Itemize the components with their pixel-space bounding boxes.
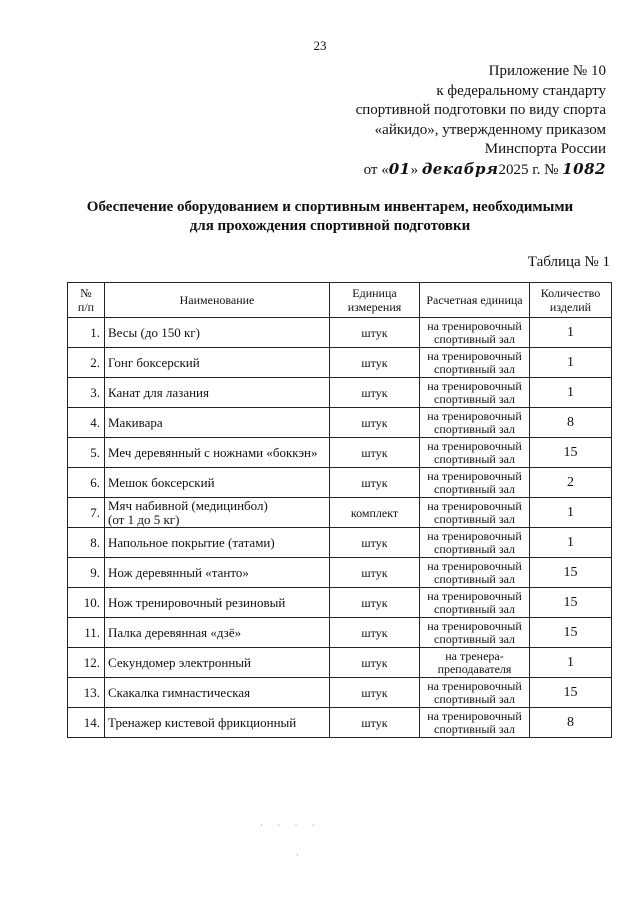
- item-quantity: 1: [530, 318, 612, 348]
- item-unit: штук: [330, 558, 420, 588]
- table-row: [68, 438, 612, 468]
- item-name: Мяч набивной (медицинбол) (от 1 до 5 кг): [105, 498, 330, 528]
- item-calc-unit: на тренировочный спортивный зал: [420, 558, 530, 588]
- item-quantity: 15: [530, 438, 612, 468]
- item-unit: штук: [330, 318, 420, 348]
- table-row: [68, 468, 612, 498]
- item-unit: штук: [330, 678, 420, 708]
- item-calc-unit: на тренировочный спортивный зал: [420, 708, 530, 738]
- table-row: [68, 708, 612, 738]
- row-number: 2.: [68, 348, 105, 378]
- row-number: 12.: [68, 648, 105, 678]
- table-row: [68, 348, 612, 378]
- item-quantity: 2: [530, 468, 612, 498]
- order-number-handwritten: 1082: [562, 159, 606, 178]
- item-quantity: 1: [530, 648, 612, 678]
- item-name: Нож деревянный «танто»: [105, 558, 330, 588]
- item-calc-unit: на тренировочный спортивный зал: [420, 378, 530, 408]
- item-quantity: 15: [530, 618, 612, 648]
- title-line: для прохождения спортивной подготовки: [189, 218, 471, 234]
- order-month-handwritten: декабря: [421, 159, 499, 178]
- item-unit: штук: [330, 348, 420, 378]
- item-name: Напольное покрытие (татами): [105, 528, 330, 558]
- row-number: 8.: [68, 528, 105, 558]
- order-mid: »: [410, 161, 422, 178]
- item-unit: штук: [330, 408, 420, 438]
- item-name: Секундомер электронный: [105, 648, 330, 678]
- annex-line: спортивной подготовки по виду спорта: [355, 102, 606, 118]
- item-unit: штук: [330, 588, 420, 618]
- item-unit: штук: [330, 528, 420, 558]
- item-calc-unit: на тренировочный спортивный зал: [420, 408, 530, 438]
- row-number: 10.: [68, 588, 105, 618]
- order-prefix: от «: [363, 161, 389, 178]
- item-calc-unit: на тренировочный спортивный зал: [420, 438, 530, 468]
- table-row: [68, 588, 612, 618]
- header-name: Наименование: [105, 283, 330, 318]
- item-quantity: 15: [530, 558, 612, 588]
- item-calc-unit: на тренировочный спортивный зал: [420, 588, 530, 618]
- table-row: [68, 648, 612, 678]
- row-number: 3.: [68, 378, 105, 408]
- item-unit: штук: [330, 378, 420, 408]
- table-row: [68, 558, 612, 588]
- title-line: Обеспечение оборудованием и спортивным инвентарем, необходимыми: [86, 199, 574, 215]
- table-row: [68, 498, 612, 528]
- item-name: Весы (до 150 кг): [105, 318, 330, 348]
- item-quantity: 8: [530, 708, 612, 738]
- item-quantity: 1: [530, 378, 612, 408]
- item-name: Канат для лазания: [105, 378, 330, 408]
- order-date-line: [306, 160, 606, 181]
- item-name: Гонг боксерский: [105, 348, 330, 378]
- table-row: [68, 528, 612, 558]
- order-year: 2025 г. №: [498, 161, 563, 178]
- item-calc-unit: на тренировочный спортивный зал: [420, 678, 530, 708]
- page-number: 23: [313, 38, 327, 53]
- item-name: Нож тренировочный резиновый: [105, 588, 330, 618]
- scan-specks: · · · ·: [260, 820, 321, 830]
- order-day-handwritten: 01: [388, 159, 411, 178]
- table-header-row: [68, 283, 612, 318]
- row-number: 9.: [68, 558, 105, 588]
- row-number: 11.: [68, 618, 105, 648]
- item-quantity: 15: [530, 588, 612, 618]
- item-unit: штук: [330, 618, 420, 648]
- item-name: Скакалка гимнастическая: [105, 678, 330, 708]
- item-name: Макивара: [105, 408, 330, 438]
- item-calc-unit: на тренировочный спортивный зал: [420, 528, 530, 558]
- row-number: 5.: [68, 438, 105, 468]
- row-number: 13.: [68, 678, 105, 708]
- item-name: Мешок боксерский: [105, 468, 330, 498]
- item-calc-unit: на тренировочный спортивный зал: [420, 318, 530, 348]
- item-name: Меч деревянный с ножнами «боккэн»: [105, 438, 330, 468]
- annex-line: к федеральному стандарту: [436, 82, 606, 99]
- item-unit: комплект: [330, 498, 420, 528]
- document-title: [60, 198, 600, 236]
- equipment-table: [67, 282, 612, 738]
- header-calc: Расчетная единица: [420, 283, 530, 318]
- row-number: 4.: [68, 408, 105, 438]
- row-number: 14.: [68, 708, 105, 738]
- item-calc-unit: на тренера- преподавателя: [420, 648, 530, 678]
- table-row: [68, 408, 612, 438]
- item-calc-unit: на тренировочный спортивный зал: [420, 468, 530, 498]
- table-label: Таблица № 1: [527, 254, 610, 270]
- annex-line: «айкидо», утвержденному приказом: [374, 121, 606, 138]
- table-row: [68, 618, 612, 648]
- item-quantity: 1: [530, 498, 612, 528]
- item-calc-unit: на тренировочный спортивный зал: [420, 498, 530, 528]
- table-row: [68, 378, 612, 408]
- item-unit: штук: [330, 468, 420, 498]
- annex-line: Минспорта России: [484, 141, 606, 157]
- row-number: 6.: [68, 468, 105, 498]
- table-row: [68, 678, 612, 708]
- item-name: Палка деревянная «дзё»: [105, 618, 330, 648]
- item-calc-unit: на тренировочный спортивный зал: [420, 618, 530, 648]
- row-number: 1.: [68, 318, 105, 348]
- item-quantity: 1: [530, 348, 612, 378]
- item-unit: штук: [330, 648, 420, 678]
- annex-title: Приложение № 10: [488, 63, 606, 79]
- header-unit: Единица измерения: [330, 283, 420, 318]
- header-num: № п/п: [68, 283, 105, 318]
- item-quantity: 8: [530, 408, 612, 438]
- annex-header: [306, 62, 606, 180]
- item-name: Тренажер кистевой фрикционный: [105, 708, 330, 738]
- header-qty: Количество изделий: [530, 283, 612, 318]
- item-calc-unit: на тренировочный спортивный зал: [420, 348, 530, 378]
- item-unit: штук: [330, 438, 420, 468]
- item-unit: штук: [330, 708, 420, 738]
- row-number: 7.: [68, 498, 105, 528]
- item-quantity: 15: [530, 678, 612, 708]
- item-quantity: 1: [530, 528, 612, 558]
- table-row: [68, 318, 612, 348]
- scan-specks: ·: [296, 850, 299, 860]
